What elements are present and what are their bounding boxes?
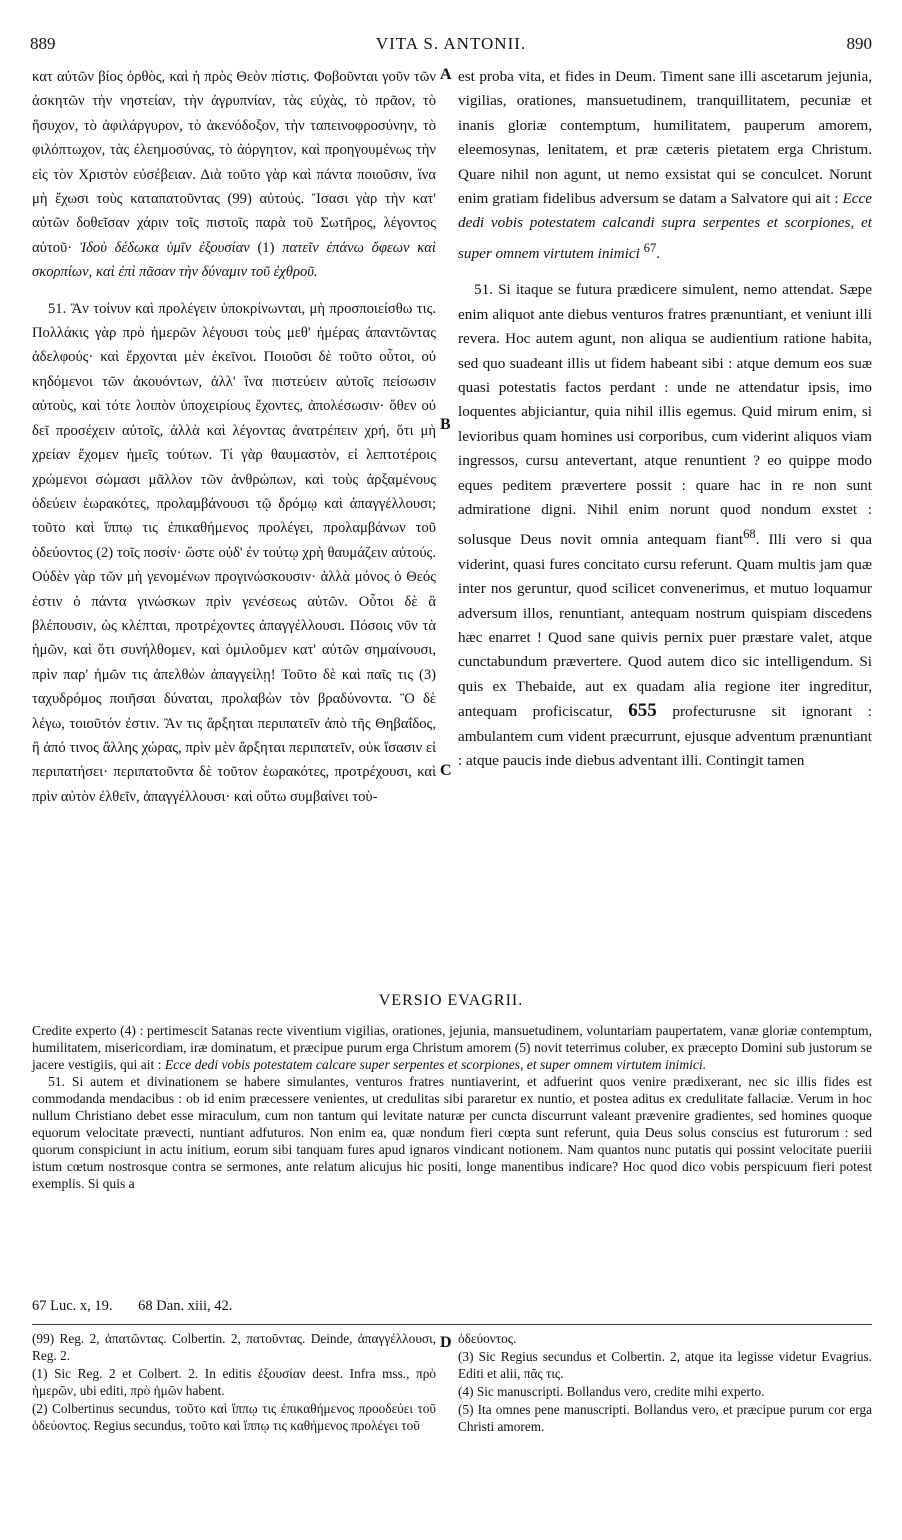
footnote-divider [32, 1324, 872, 1325]
footnote: (99) Reg. 2, ἀπατῶντας. Colbertin. 2, πατοῦντας. Deinde, ἀπαγγέλλουσι, Reg. 2. [32, 1331, 436, 1363]
footnote: (1) Sic Reg. 2 et Colbert. 2. In editis ἐξουσίαν deest. Infra mss., πρὸ ἡμερῶν, ubi editi, πρὸ ἡμῶν habent. [32, 1366, 436, 1398]
greek-column [32, 65, 436, 809]
latin-scripture-quote: Ecce dedi vobis potestatem calcandi supra serpentes et scorpiones, et super omnem virtutem inimici [458, 190, 872, 262]
evagrius-scripture-quote: Ecce dedi vobis potestatem calcare super serpentes et scorpiones, et super omnem virtutem inimici. [164, 1057, 707, 1072]
column-number-655: 655 [628, 700, 657, 722]
page-number-right: 890 [846, 34, 872, 53]
latin-column [458, 65, 872, 774]
latin-paragraph-51: 51. Si itaque se futura prædicere simulent, nemo attendat. Sæpe enim aliquot ante diebus venturos fratres prænuntiant, et veniunt illi revera. Hoc autem agunt, non aliqua se audientium ratione habita, sed quo suadeant illis ut fidem habeant sibi : atque demum eos suæ quasi potestatis factos perdant : unde ne attendatur ipsis, imo loquentes abjiciantur, quia nihil illis egemus. Quid mirum enim, si levioribus quam homines usi corporibus, cum viderint aliquos viam ingressos, cursu antevertant, atque renuntient ? eo quippe modo eques peditem prævertere possit : quare hac in re non sunt admiratione digni. Nihil enim norunt quod nondum exstet : solusque Deus novit omnia antequam fiant$^{68}$. Illi vero si qua viderint, quasi fures concitato cursu referunt. Quam multis jam quæ inter nos geruntur, quod scilicet convenerimus, et mutuo loquamur adversum illos, renuntiant, antequam nostrum quispiam discedens hæc enarret ! Quod sane quivis pernix puer præstare valet, atque cunctabundum prævertere. Quod autem dico sic intelligendum. Si quis ex Thebaide, aut ex quadam alia regione iter ingreditur, antequam proficiscatur, 655 profecturusne sit ignorant : ambulantem cum vident præcurrunt, ejusque adventum prænuntiant : atque paucis inde diebus adventant illi. Contingit tamen [458, 281, 873, 770]
footnote: ὁδεύοντος. [458, 1331, 517, 1346]
scripture-ref-68: 68 Dan. xiii, 42. [138, 1298, 233, 1314]
evagrius-version [32, 1022, 872, 1192]
footnote: (4) Sic manuscripti. Bollandus vero, credite mihi experto. [458, 1384, 765, 1399]
running-title: VITA S. ANTONII. [375, 34, 527, 53]
footnote: (2) Colbertinus secundus, τοῦτο καὶ ἵππῳ τις ἐπικαθήμενος προοδεύει τοῦ ὁδεύοντος. Regius secundus, τοῦτο καὶ ἵππῳ τις καθήμενος προλέγει τοῦ [32, 1401, 436, 1433]
greek-scripture-quote: Ἰδοὺ δέδωκα ὑμῖν ἐξουσίαν [79, 239, 250, 256]
scripture-ref-67: 67 Luc. x, 19. [32, 1298, 113, 1314]
evagrius-paragraph-1: Credite experto (4) : pertimescit Satanas recte viventium vigilias, orationes, jejunia, mansuetudinem, voluntariam paupertatem, vanæ gloriæ contemptum, humilitatem, misericordiam, iræ dominatum, et præcipue purum erga Christum amorem (5) novit teterrimus coluber, ex præcepto Domini sub justorum se jacere vestigiis, qui ait : Ecce dedi vobis potestatem calcare super serpentes et scorpiones, et super omnem virtutem inimici. [32, 1023, 872, 1072]
scripture-references [32, 1298, 872, 1315]
page-number-left: 889 [30, 34, 56, 53]
greek-paragraph-1: κατ αὐτῶν βίος ὀρθὸς, καὶ ἡ πρὸς Θεὸν πίστις. Φοβοῦνται γοῦν τῶν ἀσκητῶν τὴν νηστείαν, τὴν ἀγρυπνίαν, τὰς εὐχὰς, τὸ πρᾶον, τὸ ἥσυχον, τὸ ἀφιλάργυρον, τὸ ἀκενόδοξον, τὴν ταπεινοφροσύνην, τὸ φιλόπτωχον, τὰς ἐλεημοσύνας, τὸ ἀόργητον, καὶ προηγουμένως τὴν εἰς τὸν Χριστὸν εὐσέβειαν. Διὰ τοῦτο γὰρ καὶ πάντα ποιοῦσιν, ἵνα μὴ ἔχωσι τοὺς καταπατοῦντας (99) αὐτούς. Ἴσασι γὰρ τὴν κατ' αὐτῶν δοθεῖσαν χάριν τοῖς πιστοῖς παρὰ τοῦ Σωτῆρος, λέγοντος αὐτοῦ· Ἰδοὺ δέδωκα ὑμῖν ἐξουσίαν (1) πατεῖν ἐπάνω ὄφεων καὶ σκορπίων, καὶ ἐπὶ πᾶσαν τὴν δύναμιν τοῦ ἐχθροῦ. [32, 69, 436, 281]
latin-footnote-ref-68: 68 [743, 527, 756, 542]
latin-footnote-ref-67: 67 [643, 240, 657, 255]
footnotes-left [32, 1330, 436, 1435]
greek-paragraph-51: 51. Ἂν τοίνυν καὶ προλέγειν ὑποκρίνωνται, μὴ προσποιείσθω τις. Πολλάκις γὰρ πρὸ ἡμερῶν λέγουσι τοὺς μεθ' ἡμέρας ἀπαντῶντας ἀδελφούς· καὶ ἔρχονται μὲν ἐκεῖνοι. Ποιοῦσι δὲ τοῦτο οὗτοι, οὐ κηδόμενοι τῶν ἀκουόντων, ἀλλ' ἵνα πιστεύειν αὐτοῖς πείσωσιν αὐτοὺς, καὶ τότε λοιπὸν ὑποχειρίους ἔχοντες, ἀπολέσωσιν· ὅθεν οὐ δεῖ προσέχειν αὐτοῖς, ἀλλὰ καὶ λέγοντας ἀνατρέπειν χρή, ὅτι μὴ χρείαν ἔχομεν ἡμεῖς τούτων. Τί γὰρ θαυμαστὸν, εἰ λεπτοτέροις χρώμενοι σώμασι μᾶλλον τῶν ἀνθρώπων, καὶ τοὺς ἀρξαμένους ὁδεύειν ἑωρακότες, προλαμβάνουσι τῷ δρόμῳ καὶ ἀπαγγέλλουσι; τοῦτο καὶ ἵππῳ τις ἐπικαθήμενος προλέγει, προλαμβάνων τοῦ ὁδεύοντος (2) τοῖς ποσίν· ὥστε οὐδ' ἐν τούτῳ χρὴ θαυμάζειν αὐτούς. Οὐδὲν γὰρ τῶν μὴ γενομένων προγινώσκουσιν· ἀλλὰ μόνος ὁ Θεός ἐστιν ὁ πάντα γινώσκων πρὶν γενέσεως αὐτῶν. Οὗτοι δὲ ἃ βλέπουσιν, ὡς κλέπται, προτρέχοντες ἀπαγγέλλουσι. Πόσοις νῦν τὰ ἡμῶν, καὶ ὅτι συνήλθομεν, καὶ ὁμιλοῦμεν κατ' αὐτῶν σημαίνουσι, πρὶν παρ' ἡμῶν τις ἀπελθὼν ἀπαγγείλῃ! Τοῦτο δὲ καὶ παῖς τις (3) ταχυδρόμος ποιῆσαι δύναται, προλαβὼν τὸν βραδύνοντα. Ὃ δὲ λέγω, τοιοῦτόν ἐστιν. Ἂν τις ἄρξηται περιπατεῖν ἀπὸ τῆς Θηβαΐδος, ἢ ἀπό τινος ἄλλης χώρας, πρὶν μὲν ἄρξηται περιπατεῖν, οὐκ ἴσασιν εἰ περιπατήσει· περιπατοῦντα δὲ τοῦτον ἑωρακότες, προτρέχουσι, καὶ πρὶν αὐτὸν ἐλθεῖν, ἀπαγγέλλουσι· καὶ οὕτω συμβαίνει τοὺ- [32, 300, 436, 805]
evagrius-paragraph-51: 51. Si autem et divinationem se habere simulantes, venturos fratres nuntiaverint, et adfuerint quos venire prædixerant, nec sic illis fides est commodanda mendacibus : ob id enim præcessere venientes, ut credulitas sibi pararetur ex nuntio, et postea aditus ex credulitate fallaciæ. Verum in hoc nullum Christiano debet esse miraculum, cum non tantum qui levitate naturæ per cuncta discurrunt valeant prævenire gradientes, sed homines quoque equorum velocitate prævecti, nuntiant adfuturos. Non enim ea, quæ nondum fieri cœpta sunt referunt, quia Deus solus conscius est futurorum : sed quorum conspiciunt in actu initium, eorum sibi tanquam fures apud ignaros vindicant notionem. Nam quantos nunc putatis qui possint velocitate pueriii istum cœtum nostrosque contra se sermones, ante relatum alicujus hic positi, longe manentibus indicare? Hoc quod dico vobis perspicuum fieri potest exemplis. Si quis a [32, 1074, 872, 1191]
footnote: (5) Ita omnes pene manuscripti. Bollandus vero, et præcipue purum cor erga Christi amorem. [458, 1402, 872, 1434]
margin-marker-a: A [440, 66, 452, 83]
footnote: (3) Sic Regius secundus et Colbertin. 2, atque ita legisse videtur Evagrius. Editi et alii, πᾶς τις. [458, 1349, 872, 1381]
greek-scripture-quote-cont: πατεῖν ἐπάνω ὄφεων καὶ σκορπίων, καὶ ἐπὶ πᾶσαν τὴν δύναμιν τοῦ ἐχθροῦ. [32, 239, 436, 281]
margin-marker-d: D [440, 1334, 452, 1351]
section-title-evagrius: VERSIO EVAGRII. [378, 992, 524, 1009]
latin-paragraph-1: est proba vita, et fides in Deum. Timent sane illi ascetarum jejunia, vigilias, orationes, mansuetudinem, tranquillitatem, pecuniæ et inanis gloriæ contemptum, humilitatem, pauperum amorem, eleemosynas, lenitatem, et præ cæteris pietatem erga Christum. Quare nihil non agunt, ut nemo exsistat qui se conculcet. Norunt enim gratiam fidelibus adversum se datam a Salvatore qui ait : Ecce dedi vobis potestatem calcandi supra serpentes et scorpiones, et super omnem virtutem inimici $^{67}$. [458, 68, 872, 262]
greek-note-ref: (1) [249, 239, 283, 256]
running-header [30, 34, 872, 58]
margin-marker-c: C [440, 762, 452, 779]
margin-marker-b: B [440, 416, 451, 433]
footnotes-right [458, 1330, 872, 1436]
